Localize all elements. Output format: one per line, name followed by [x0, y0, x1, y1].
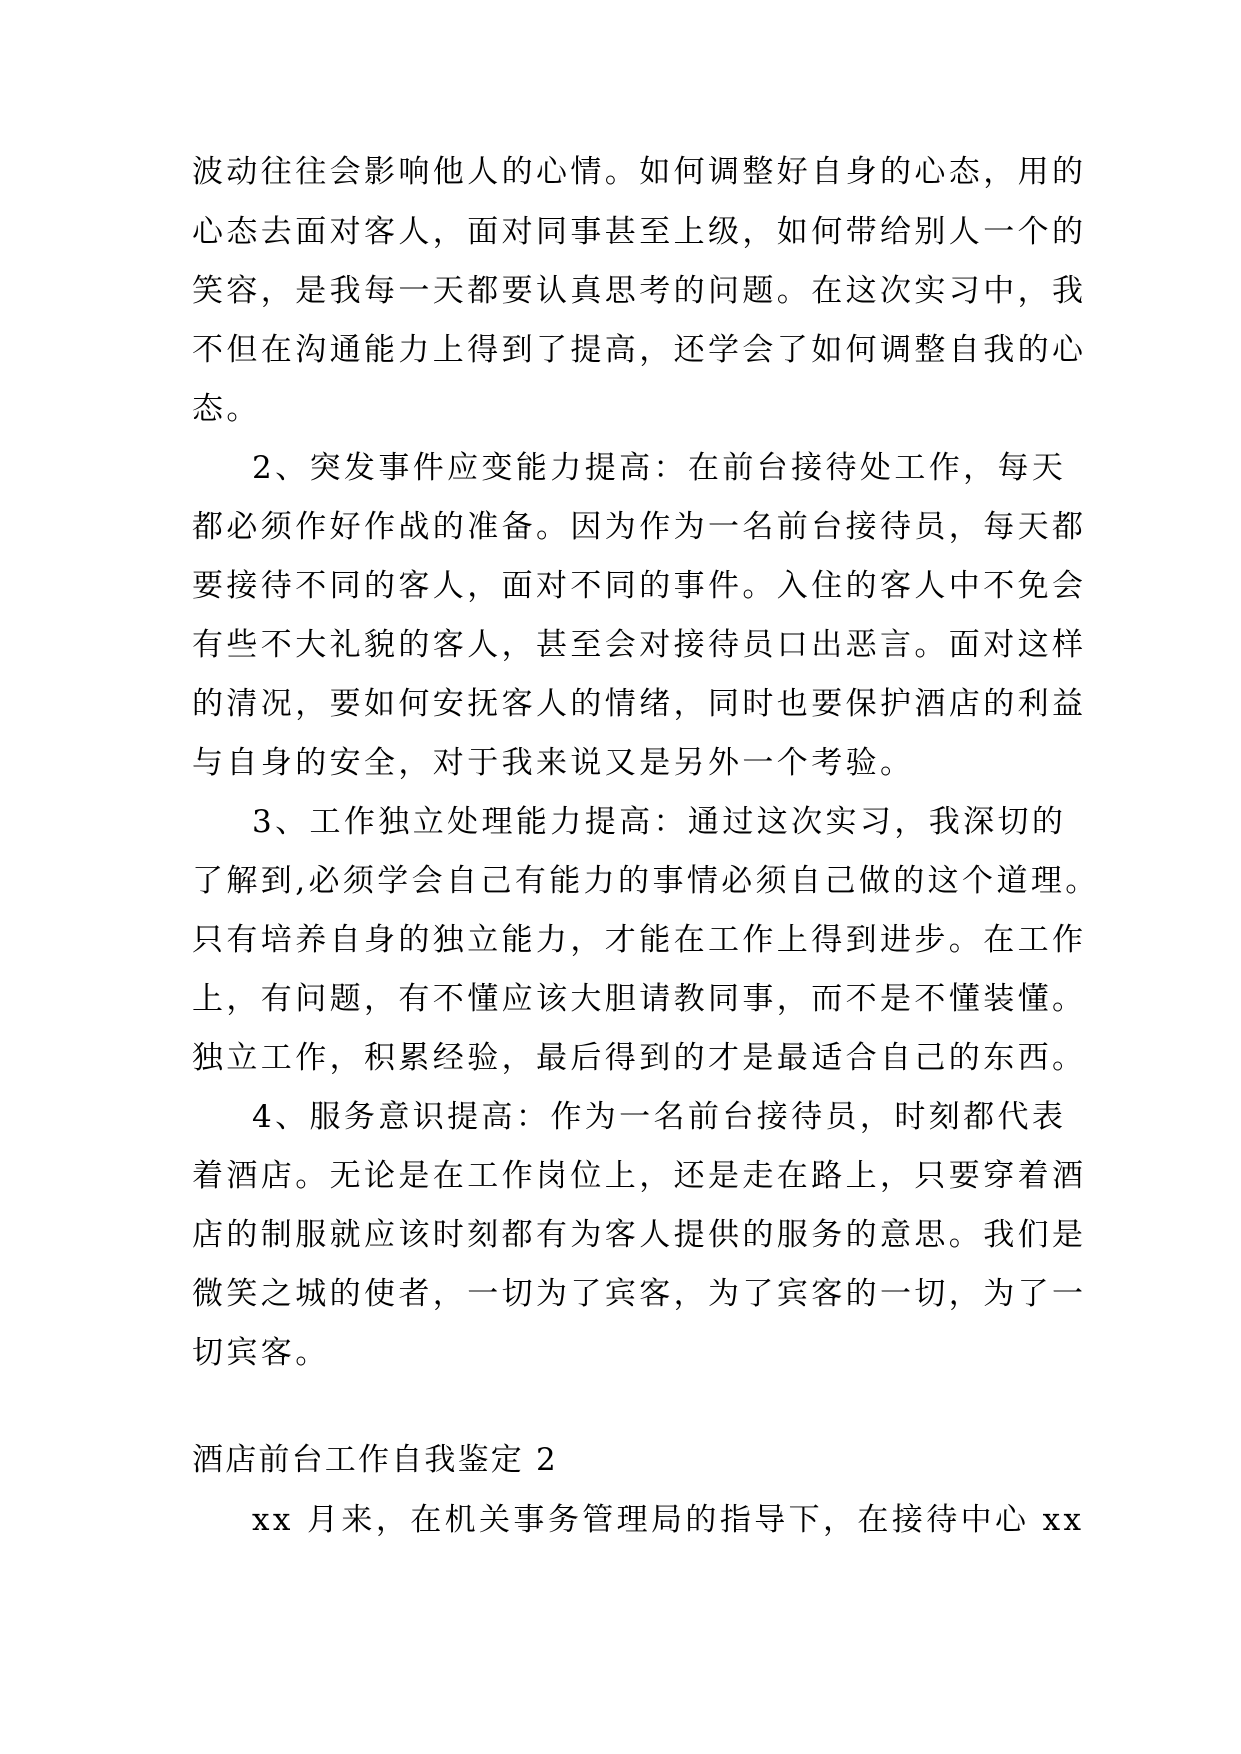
paragraph-line: 态。: [192, 391, 261, 427]
paragraph-line: 微笑之城的使者，一切为了宾客，为了宾客的一切，为了一: [192, 1276, 1087, 1312]
paragraph-line: xx 月来，在机关事务管理局的指导下，在接待中心 xx: [252, 1502, 1085, 1538]
paragraph-line: 上，有问题，有不懂应该大胆请教同事，而不是不懂装懂。: [192, 981, 1087, 1017]
paragraph-line: 有些不大礼貌的客人，甚至会对接待员口出恶言。面对这样: [192, 627, 1087, 663]
paragraph-line: 了解到,必须学会自己有能力的事情必须自己做的这个道理。: [192, 863, 1100, 899]
paragraph-line: 与自身的安全，对于我来说又是另外一个考验。: [192, 745, 915, 781]
paragraph-line: 只有培养自身的独立能力，才能在工作上得到进步。在工作: [192, 922, 1087, 958]
paragraph-line: 店的制服就应该时刻都有为客人提供的服务的意思。我们是: [192, 1217, 1087, 1253]
paragraph-line: 2、突发事件应变能力提高：在前台接待处工作，每天: [252, 450, 1067, 486]
paragraph-line: 3、工作独立处理能力提高：通过这次实习，我深切的: [252, 804, 1067, 840]
paragraph-line: 的清况，要如何安抚客人的情绪，同时也要保护酒店的利益: [192, 686, 1087, 722]
paragraph-line: 心态去面对客人，面对同事甚至上级，如何带给别人一个的: [192, 214, 1087, 250]
paragraph-line: 笑容，是我每一天都要认真思考的问题。在这次实习中，我: [192, 273, 1087, 309]
paragraph-line: 独立工作，积累经验，最后得到的才是最适合自己的东西。: [192, 1040, 1087, 1076]
paragraph-line: 切宾客。: [192, 1335, 330, 1371]
paragraph-line: 都必须作好作战的准备。因为作为一名前台接待员，每天都: [192, 509, 1087, 545]
paragraph-line: 着酒店。无论是在工作岗位上，还是走在路上，只要穿着酒: [192, 1158, 1087, 1194]
section-heading: 酒店前台工作自我鉴定 2: [192, 1442, 558, 1478]
paragraph-line: 要接待不同的客人，面对不同的事件。入住的客人中不免会: [192, 568, 1087, 604]
paragraph-line: 不但在沟通能力上得到了提高，还学会了如何调整自我的心: [192, 332, 1087, 368]
paragraph-line: 4、服务意识提高：作为一名前台接待员，时刻都代表: [252, 1099, 1067, 1135]
paragraph-line: 波动往往会影响他人的心情。如何调整好自身的心态，用的: [192, 154, 1087, 190]
